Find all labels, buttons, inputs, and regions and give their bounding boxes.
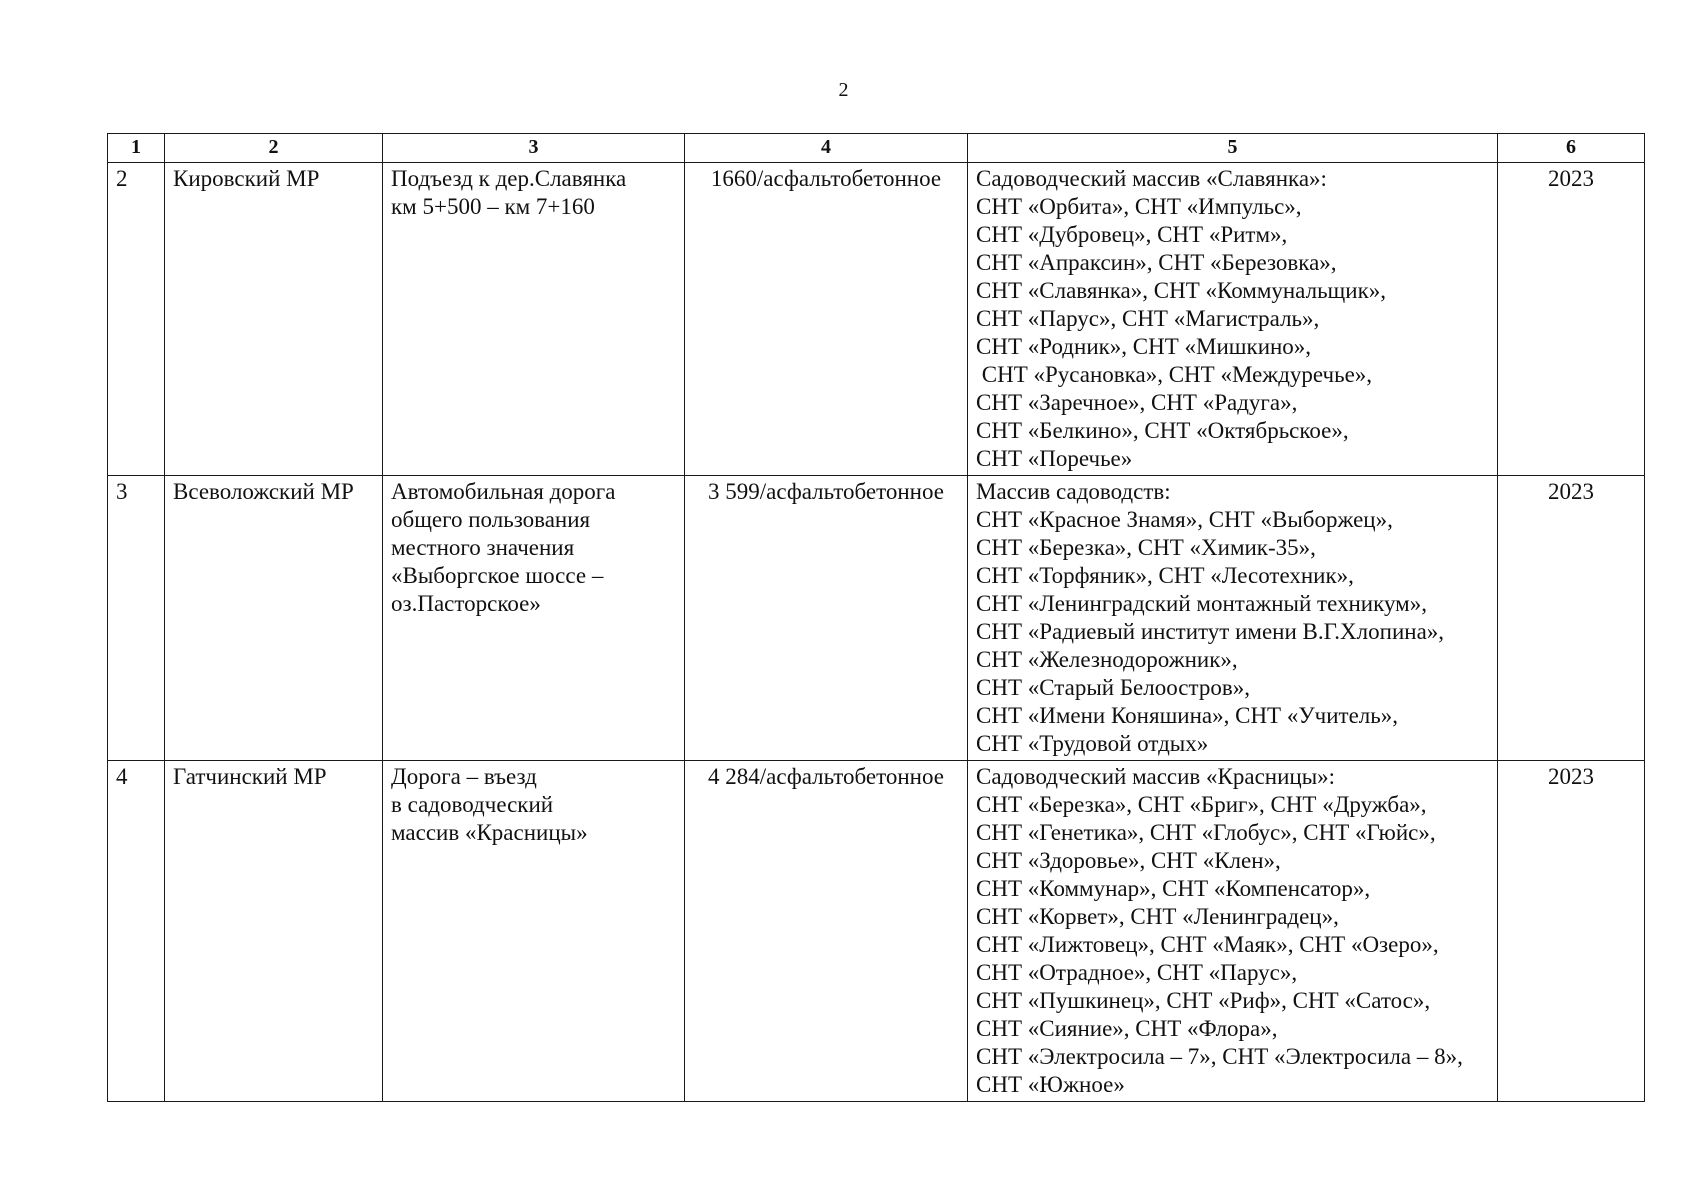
owners-line: СНТ «Имени Коняшина», СНТ «Учитель», <box>976 703 1398 728</box>
owners-line: СНТ «Орбита», СНТ «Импульс», <box>976 194 1302 219</box>
road-cell <box>383 761 685 1102</box>
header-cell-6: 6 <box>1498 134 1645 163</box>
owners-line: СНТ «Трудовой отдых» <box>976 731 1209 756</box>
table-row <box>108 476 1645 761</box>
road-cell <box>383 163 685 476</box>
owners-line: Садоводческий массив «Славянка»: <box>976 166 1327 191</box>
owners-line: СНТ «Пушкинец», СНТ «Риф», СНТ «Сатос», <box>976 988 1431 1013</box>
row-number: 3 <box>108 476 165 761</box>
owners-line: СНТ «Красное Знамя», СНТ «Выборжец», <box>976 507 1393 532</box>
owners-line: СНТ «Лижтовец», СНТ «Маяк», СНТ «Озеро», <box>976 932 1439 957</box>
owners-line: СНТ «Железнодорожник», <box>976 647 1238 672</box>
owners-cell <box>968 761 1498 1102</box>
owners-line: СНТ «Славянка», СНТ «Коммунальщик», <box>976 278 1387 303</box>
district-cell: Всеволожский МР <box>165 476 383 761</box>
owners-line: СНТ «Старый Белоостров», <box>976 675 1250 700</box>
owners-line: СНТ «Радиевый институт имени В.Г.Хлопина», <box>976 619 1445 644</box>
road-cell <box>383 476 685 761</box>
owners-cell <box>968 163 1498 476</box>
owners-line: СНТ «Торфяник», СНТ «Лесотехник», <box>976 563 1354 588</box>
road-line: Автомобильная дорога <box>391 479 616 504</box>
owners-line: СНТ «Заречное», СНТ «Радуга», <box>976 390 1298 415</box>
owners-line: СНТ «Апраксин», СНТ «Березовка», <box>976 250 1337 275</box>
header-cell-5: 5 <box>968 134 1498 163</box>
road-line: Подъезд к дер.Славянка <box>391 166 627 191</box>
table-row <box>108 163 1645 476</box>
owners-line: СНТ «Парус», СНТ «Магистраль», <box>976 306 1320 331</box>
district-cell: Кировский МР <box>165 163 383 476</box>
owners-line: СНТ «Здоровье», СНТ «Клен», <box>976 848 1281 873</box>
owners-line: СНТ «Дубровец», СНТ «Ритм», <box>976 222 1288 247</box>
length-cell: 4 284/асфальтобетонное <box>685 761 968 1102</box>
row-number: 2 <box>108 163 165 476</box>
header-cell-2: 2 <box>165 134 383 163</box>
owners-line: СНТ «Генетика», СНТ «Глобус», СНТ «Гюйс», <box>976 820 1436 845</box>
owners-line: СНТ «Русановка», СНТ «Междуречье», <box>976 362 1373 387</box>
row-number: 4 <box>108 761 165 1102</box>
owners-line: Массив садоводств: <box>976 479 1171 504</box>
owners-line: СНТ «Сияние», СНТ «Флора», <box>976 1016 1278 1041</box>
road-line: Дорога – въезд <box>391 764 537 789</box>
district-cell: Гатчинский МР <box>165 761 383 1102</box>
year-cell: 2023 <box>1498 761 1645 1102</box>
road-line: местного значения <box>391 535 575 560</box>
owners-line: СНТ «Электросила – 7», СНТ «Электросила – 8», <box>976 1044 1463 1069</box>
owners-line: СНТ «Березка», СНТ «Бриг», СНТ «Дружба», <box>976 792 1427 817</box>
header-cell-1: 1 <box>108 134 165 163</box>
year-cell: 2023 <box>1498 476 1645 761</box>
owners-line: Садоводческий массив «Красницы»: <box>976 764 1336 789</box>
owners-line: СНТ «Корвет», СНТ «Ленинградец», <box>976 904 1339 929</box>
road-line: массив «Красницы» <box>391 820 588 845</box>
road-line: «Выборгское шоссе – <box>391 563 604 588</box>
owners-line: СНТ «Белкино», СНТ «Октябрьское», <box>976 418 1349 443</box>
owners-line: СНТ «Южное» <box>976 1072 1125 1097</box>
year-cell: 2023 <box>1498 163 1645 476</box>
owners-line: СНТ «Коммунар», СНТ «Компенсатор», <box>976 876 1371 901</box>
roads-table <box>107 133 1645 1102</box>
owners-line: СНТ «Поречье» <box>976 446 1133 471</box>
owners-line: СНТ «Ленинградский монтажный техникум», <box>976 591 1427 616</box>
road-line: общего пользования <box>391 507 591 532</box>
header-cell-4: 4 <box>685 134 968 163</box>
owners-line: СНТ «Березка», СНТ «Химик-35», <box>976 535 1316 560</box>
header-cell-3: 3 <box>383 134 685 163</box>
road-line: в садоводческий <box>391 792 554 817</box>
road-line: км 5+500 – км 7+160 <box>391 194 595 219</box>
road-line: оз.Пасторское» <box>391 591 541 616</box>
header-row <box>108 134 1645 163</box>
owners-cell <box>968 476 1498 761</box>
table-row <box>108 761 1645 1102</box>
owners-line: СНТ «Отрадное», СНТ «Парус», <box>976 960 1298 985</box>
length-cell: 1660/асфальтобетонное <box>685 163 968 476</box>
page-number: 2 <box>838 79 849 101</box>
length-cell: 3 599/асфальтобетонное <box>685 476 968 761</box>
owners-line: СНТ «Родник», СНТ «Мишкино», <box>976 334 1312 359</box>
